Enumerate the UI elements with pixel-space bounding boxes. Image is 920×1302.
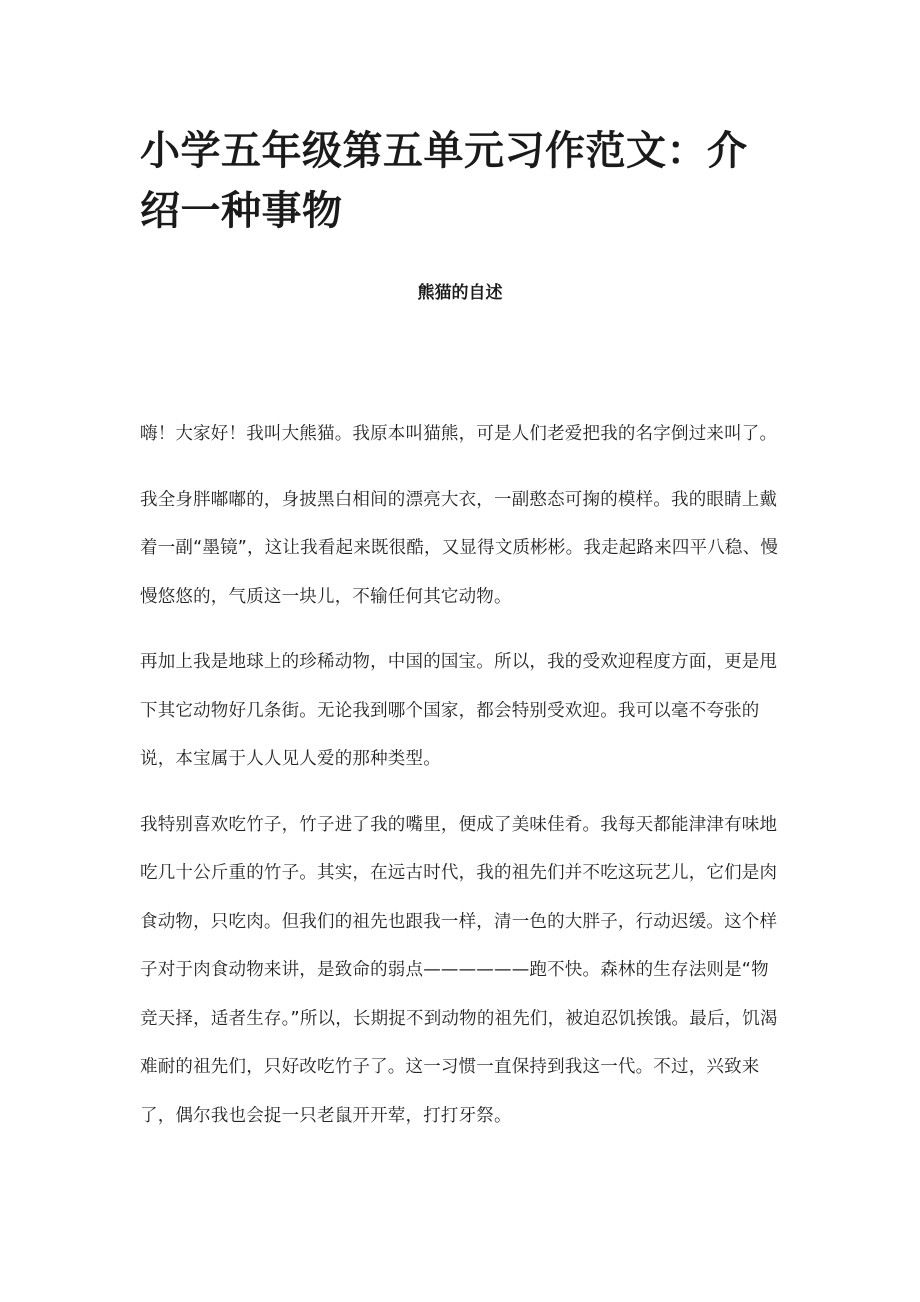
paragraph-2: 我全身胖嘟嘟的，身披黑白相间的漂亮大衣，一副憨态可掬的模样。我的眼睛上戴着一副“墨镜”，这让我看起来既很酷，又显得文质彬彬。我走起路来四平八稳、慢慢悠悠的，气质这一块儿，不输任何其它动物。 xyxy=(140,489,779,607)
paragraph-4: 我特别喜欢吃竹子，竹子进了我的嘴里，便成了美味佳肴。我每天都能津津有味地吃几十公斤重的竹子。其实，在远古时代，我的祖先们并不吃这玩艺儿，它们是肉食动物，只吃肉。但我们的祖先也跟我一样，清一色的大胖子，行动迟缓。这个样子对于肉食动物来讲，是致命的弱点——————跑不快。森林的生存法则是“物竞天择，适者生存。”所以，长期捉不到动物的祖先们，被迫忍饥挨饿。最后，饥渴难耐的祖先们，只好改吃竹子了。这一习惯一直保持到我这一代。不过，兴致来了，偶尔我也会捉一只老鼠开开荤，打打牙祭。 xyxy=(140,814,778,1126)
paragraph-3: 再加上我是地球上的珍稀动物，中国的国宝。所以，我的受欢迎程度方面，更是甩下其它动物好几条街。无论我到哪个国家，都会特别受欢迎。我可以毫不夸张的说，本宝属于人人见人爱的那种类型。 xyxy=(140,652,778,769)
essay-subtitle: 熊猫的自述 xyxy=(417,283,503,303)
document-page xyxy=(140,0,780,1157)
paragraph-1: 嗨！大家好！我叫大熊猫。我原本叫猫熊，可是人们老爱把我的名字倒过来叫了。 xyxy=(140,424,778,444)
page-title: 小学五年级第五单元习作范文：介绍一种事物 xyxy=(140,128,748,234)
essay-body xyxy=(140,410,780,1140)
